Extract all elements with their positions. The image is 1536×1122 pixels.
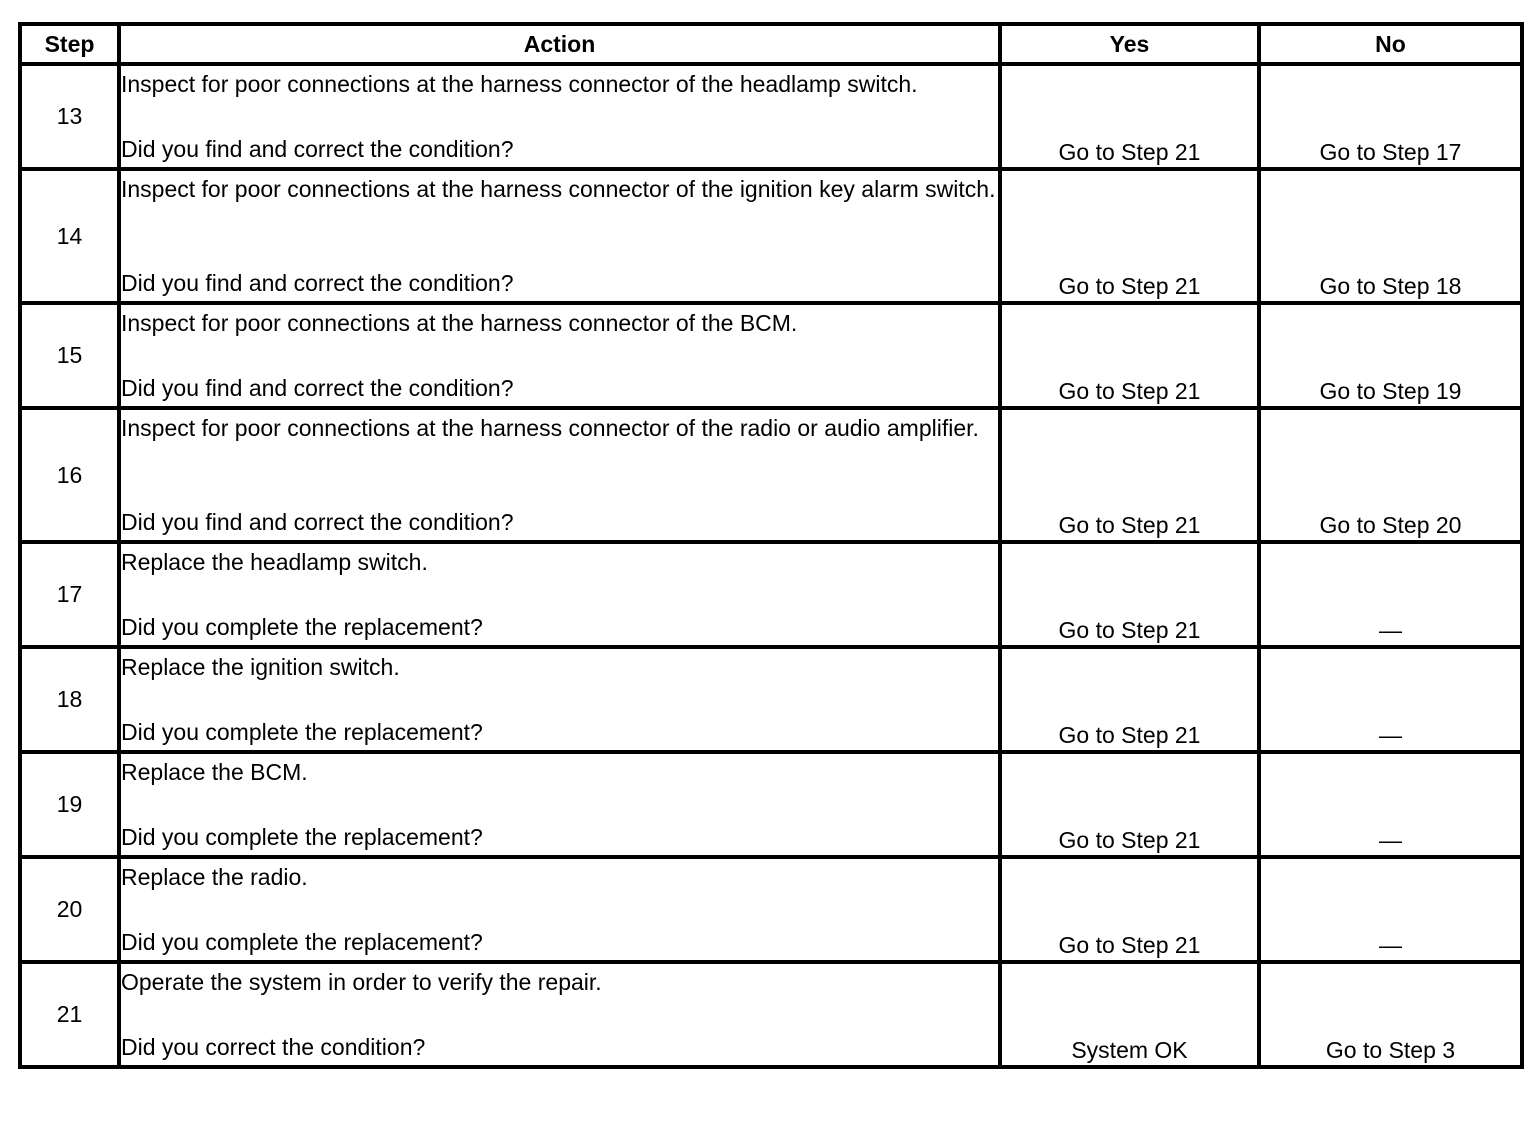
no-result: Go to Step 18 (1259, 169, 1522, 303)
action-question: Did you correct the condition? (121, 1034, 426, 1060)
no-result: — (1259, 647, 1522, 752)
step-number: 15 (20, 303, 119, 408)
table-row (20, 857, 1522, 962)
no-result: Go to Step 20 (1259, 408, 1522, 542)
action-cell (119, 752, 1000, 857)
table-row (20, 303, 1522, 408)
step-number: 13 (20, 64, 119, 169)
action-cell (119, 64, 1000, 169)
action-instruction: Replace the headlamp switch. (121, 549, 428, 575)
table-row (20, 408, 1522, 542)
yes-result: Go to Step 21 (1000, 857, 1259, 962)
table-row (20, 962, 1522, 1067)
action-instruction: Replace the BCM. (121, 759, 308, 785)
action-cell (119, 169, 1000, 303)
action-cell (119, 542, 1000, 647)
action-question: Did you complete the replacement? (121, 719, 483, 745)
action-instruction: Replace the ignition switch. (121, 654, 400, 680)
action-instruction: Replace the radio. (121, 864, 308, 890)
action-question: Did you find and correct the condition? (121, 136, 514, 162)
table-row (20, 169, 1522, 303)
diagnostic-table (18, 22, 1524, 1069)
action-question: Did you complete the replacement? (121, 824, 483, 850)
table-row (20, 64, 1522, 169)
no-result: — (1259, 857, 1522, 962)
action-cell (119, 857, 1000, 962)
header-row (20, 24, 1522, 64)
yes-result: System OK (1000, 962, 1259, 1067)
no-result: — (1259, 542, 1522, 647)
header-action: Action (119, 24, 1000, 64)
action-instruction: Operate the system in order to verify the repair. (121, 969, 602, 995)
action-instruction: Inspect for poor connections at the harness connector of the ignition key alarm switch. (121, 176, 996, 202)
yes-result: Go to Step 21 (1000, 542, 1259, 647)
action-question: Did you complete the replacement? (121, 929, 483, 955)
yes-result: Go to Step 21 (1000, 752, 1259, 857)
step-number: 14 (20, 169, 119, 303)
table-row (20, 647, 1522, 752)
action-question: Did you find and correct the condition? (121, 375, 514, 401)
step-number: 21 (20, 962, 119, 1067)
action-instruction: Inspect for poor connections at the harness connector of the headlamp switch. (121, 71, 918, 97)
header-step: Step (20, 24, 119, 64)
header-no: No (1259, 24, 1522, 64)
no-result: Go to Step 17 (1259, 64, 1522, 169)
action-question: Did you find and correct the condition? (121, 270, 514, 296)
table-row (20, 542, 1522, 647)
yes-result: Go to Step 21 (1000, 169, 1259, 303)
action-cell (119, 408, 1000, 542)
step-number: 18 (20, 647, 119, 752)
no-result: Go to Step 3 (1259, 962, 1522, 1067)
step-number: 20 (20, 857, 119, 962)
yes-result: Go to Step 21 (1000, 647, 1259, 752)
action-instruction: Inspect for poor connections at the harness connector of the BCM. (121, 310, 798, 336)
no-result: — (1259, 752, 1522, 857)
table-row (20, 752, 1522, 857)
step-number: 16 (20, 408, 119, 542)
yes-result: Go to Step 21 (1000, 408, 1259, 542)
step-number: 19 (20, 752, 119, 857)
yes-result: Go to Step 21 (1000, 303, 1259, 408)
yes-result: Go to Step 21 (1000, 64, 1259, 169)
no-result: Go to Step 19 (1259, 303, 1522, 408)
action-question: Did you complete the replacement? (121, 614, 483, 640)
header-yes: Yes (1000, 24, 1259, 64)
action-question: Did you find and correct the condition? (121, 509, 514, 535)
action-cell (119, 647, 1000, 752)
action-cell (119, 962, 1000, 1067)
step-number: 17 (20, 542, 119, 647)
action-cell (119, 303, 1000, 408)
action-instruction: Inspect for poor connections at the harness connector of the radio or audio amplifier. (121, 415, 979, 441)
